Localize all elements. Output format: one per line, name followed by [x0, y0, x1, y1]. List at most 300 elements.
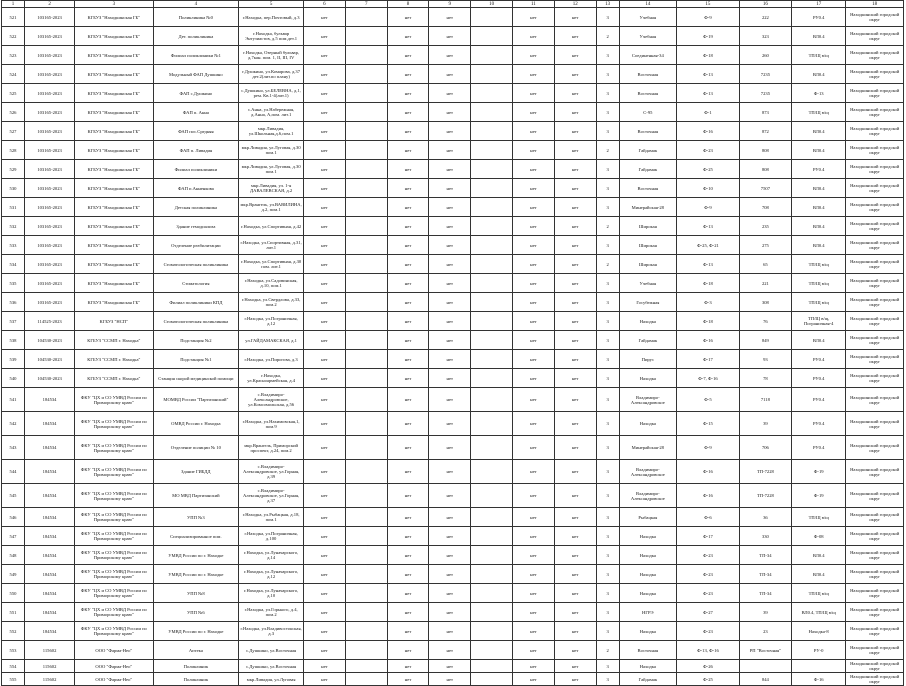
table-cell: нет	[554, 508, 596, 527]
table-cell: 706	[739, 436, 791, 460]
table-cell: 538	[2, 331, 25, 350]
table-cell: Восточная	[619, 65, 676, 84]
table-cell: нет	[513, 673, 555, 686]
table-cell: Находка	[619, 546, 676, 565]
table-cell: Ф-16	[677, 460, 740, 484]
table-cell: мкр.Ливадия, ул.Школьная,д.6,пом.1	[239, 122, 304, 141]
table-cell: 708	[739, 198, 791, 217]
table-cell: нет	[304, 641, 346, 660]
table-cell	[471, 436, 513, 460]
table-cell: УМВД России по г. Находке	[153, 565, 239, 584]
table-cell: нет	[554, 460, 596, 484]
table-cell: нет	[304, 584, 346, 603]
table-cell: Восточная	[619, 179, 676, 198]
table-cell: 543	[2, 436, 25, 460]
table-cell: 103165-2023	[24, 65, 74, 84]
table-cell: ТП/Щ в/щ	[792, 293, 846, 312]
table-cell: нет	[304, 565, 346, 584]
table-cell	[345, 603, 387, 622]
table-cell: 552	[2, 622, 25, 641]
table-cell: ФКУ "ЦХ и СО УМВД России по Приморскому краю"	[75, 508, 153, 527]
table-cell: г.Находка, ул.Луначарского, д.10	[239, 584, 304, 603]
table-cell: РУ0.4	[792, 350, 846, 369]
table-cell: Модульный ФАП Душкино	[153, 65, 239, 84]
table-cell: нет	[304, 388, 346, 412]
table-cell: нет	[554, 660, 596, 673]
table-cell: 184534	[24, 622, 74, 641]
table-cell: 873	[739, 103, 791, 122]
table-cell: нет	[554, 350, 596, 369]
table-cell: нет	[513, 641, 555, 660]
table-cell: Широкая	[619, 255, 676, 274]
table-cell: Дет. поликлиника	[153, 27, 239, 46]
table-cell: КГБУЗ "Находкинская ГБ"	[75, 84, 153, 103]
table-cell: 103165-2023	[24, 160, 74, 179]
table-cell: Владимиро-Александровское	[619, 484, 676, 508]
table-cell: 104530-2023	[24, 331, 74, 350]
table-cell: нет	[554, 46, 596, 65]
table-cell: нет	[304, 660, 346, 673]
table-cell: нет	[513, 460, 555, 484]
table-cell: Находкинский городской округ	[846, 369, 904, 388]
table-cell: г.Находка, ул.Горького, д.4, пом.2	[239, 603, 304, 622]
table-cell: Станция скорой медицинской помощи	[153, 369, 239, 388]
table-cell: 3	[596, 236, 619, 255]
table-cell	[471, 460, 513, 484]
table-cell: 844	[739, 673, 791, 686]
table-cell: Ф-23	[677, 546, 740, 565]
table-cell: Находкинский городской округ	[846, 622, 904, 641]
table-cell: Находка	[619, 584, 676, 603]
table-cell: 3	[596, 8, 619, 27]
table-row	[2, 350, 904, 369]
table-row	[2, 84, 904, 103]
table-row	[2, 198, 904, 217]
table-cell: Находкинский городской округ	[846, 660, 904, 673]
table-cell: нет	[304, 198, 346, 217]
table-cell: нет	[429, 274, 471, 293]
table-header	[2, 1, 904, 8]
table-cell: 548	[2, 546, 25, 565]
table-row	[2, 46, 904, 65]
table-cell: ВЛ0.4	[792, 198, 846, 217]
table-cell: нет	[387, 122, 429, 141]
table-cell	[471, 179, 513, 198]
table-cell: 65	[739, 255, 791, 274]
table-cell: Ф-25, Ф-21	[677, 236, 740, 255]
table-cell: 3	[596, 673, 619, 686]
table-cell: ФКУ "ЦХ и СО УМВД России по Приморскому краю"	[75, 484, 153, 508]
table-cell: нет	[387, 673, 429, 686]
table-cell: Поликлиник	[153, 673, 239, 686]
table-cell: нет	[554, 584, 596, 603]
table-cell	[345, 527, 387, 546]
table-cell: Минерайская-28	[619, 436, 676, 460]
table-cell: нет	[513, 369, 555, 388]
table-cell: ВЛ0.4	[792, 179, 846, 198]
table-cell: 3	[596, 274, 619, 293]
table-cell: нет	[387, 8, 429, 27]
table-cell: Находкинский городской округ	[846, 508, 904, 527]
table-cell: нет	[429, 293, 471, 312]
table-cell: нет	[554, 312, 596, 331]
table-cell	[739, 660, 791, 673]
table-cell: 7118	[739, 388, 791, 412]
table-cell: Филиал поликлиники КПД	[153, 293, 239, 312]
table-cell: нет	[387, 312, 429, 331]
table-cell	[471, 527, 513, 546]
table-cell: Минерайская-28	[619, 198, 676, 217]
table-cell: Отделение реабилитации	[153, 236, 239, 255]
table-cell: Ф-13	[677, 65, 740, 84]
table-cell: Находкинский городской округ	[846, 388, 904, 412]
table-cell: нет	[429, 546, 471, 565]
table-cell: нет	[429, 179, 471, 198]
table-cell: нет	[513, 527, 555, 546]
table-cell: нет	[304, 603, 346, 622]
table-cell	[345, 255, 387, 274]
table-cell: ул.ГАЙДАМАКСКАЯ, д.1	[239, 331, 304, 350]
table-cell: с.Анна, ул.Набережная, д.Анна, А,пом. лит.1	[239, 103, 304, 122]
table-cell: мкр.Врангель, ул.ВАВИЛИНА, д.2, пом.1	[239, 198, 304, 217]
table-cell: 849	[739, 331, 791, 350]
table-cell	[345, 565, 387, 584]
table-cell: нет	[513, 122, 555, 141]
table-cell: 3	[596, 103, 619, 122]
table-cell: с.Душкино, ул.Восточная	[239, 641, 304, 660]
table-cell: 534	[2, 255, 25, 274]
table-cell: нет	[304, 179, 346, 198]
table-cell: нет	[387, 369, 429, 388]
table-cell	[471, 103, 513, 122]
table-cell: с.Душкино, ул.БЕЛЕВНА, д.1, рем. Кв.1-4(лит.1)	[239, 84, 304, 103]
table-cell: Находкинский городской округ	[846, 412, 904, 436]
table-cell: 39	[739, 412, 791, 436]
table-cell: 3	[596, 388, 619, 412]
table-cell: нет	[513, 331, 555, 350]
table-cell: г.Находка, ул.Красноармейская, д.4	[239, 369, 304, 388]
table-row	[2, 622, 904, 641]
table-cell: 184534	[24, 546, 74, 565]
table-cell: мкр.Ливадия, ул.Луговая, д.30 пом.1	[239, 160, 304, 179]
table-cell: г.Находка, ул.Спортивная, д.31, лит.1	[239, 236, 304, 255]
table-cell: нет	[429, 84, 471, 103]
table-cell	[471, 65, 513, 84]
table-cell: нет	[429, 673, 471, 686]
table-cell: ТП-7228	[739, 484, 791, 508]
table-cell: нет	[304, 460, 346, 484]
table-cell	[471, 312, 513, 331]
table-row	[2, 484, 904, 508]
table-cell: 235	[739, 217, 791, 236]
table-cell: г.Находка, Озерный бульвар, д.7кан. пом. 1, II, III, IV	[239, 46, 304, 65]
table-cell: нет	[513, 198, 555, 217]
table-cell: Владимиро-Александровское	[619, 460, 676, 484]
table-cell	[345, 46, 387, 65]
table-cell: Находкинский городской округ	[846, 46, 904, 65]
table-cell: Восточная	[619, 641, 676, 660]
table-cell	[345, 508, 387, 527]
table-cell: нет	[387, 388, 429, 412]
table-cell	[345, 198, 387, 217]
table-cell: нет	[513, 388, 555, 412]
table-cell: нет	[387, 84, 429, 103]
table-cell: ФКУ "ЦХ и СО УМВД России по Приморскому краю"	[75, 527, 153, 546]
table-cell: Ф-9	[677, 198, 740, 217]
column-header: 6	[304, 1, 346, 8]
table-cell: нет	[304, 622, 346, 641]
table-row	[2, 460, 904, 484]
table-cell: Ф-23	[677, 584, 740, 603]
table-cell: нет	[554, 8, 596, 27]
table-cell: г.Находка, ул.Луначарского, д.14	[239, 546, 304, 565]
table-cell: г.Находка, ул.Владивостокская, д.3	[239, 622, 304, 641]
table-cell: ФКУ "ЦХ и СО УМВД России по Приморскому краю"	[75, 603, 153, 622]
table-row	[2, 331, 904, 350]
table-cell: КГБУЗ "Находкинская ГБ"	[75, 122, 153, 141]
table-cell: Находкинский городской округ	[846, 236, 904, 255]
table-cell: ФКУ "ЦХ и СО УМВД России по Приморскому краю"	[75, 565, 153, 584]
table-cell: нет	[387, 412, 429, 436]
table-cell: нет	[429, 660, 471, 673]
table-cell: ФАП с.Душкино	[153, 84, 239, 103]
table-cell: ФАП п.Анненкова	[153, 179, 239, 198]
table-cell	[345, 122, 387, 141]
table-cell: нет	[429, 369, 471, 388]
table-cell: Учебная	[619, 274, 676, 293]
table-cell: Находкинский городской округ	[846, 546, 904, 565]
column-header: 5	[239, 1, 304, 8]
table-cell: Находка	[619, 527, 676, 546]
table-cell: 2	[596, 255, 619, 274]
table-cell: Ф-08	[792, 527, 846, 546]
table-cell: нет	[304, 141, 346, 160]
table-cell: Находкинский городской округ	[846, 673, 904, 686]
table-cell: Широкая	[619, 236, 676, 255]
table-cell	[471, 293, 513, 312]
table-row	[2, 8, 904, 27]
column-header: 16	[739, 1, 791, 8]
table-cell: Здание гемодиализа	[153, 217, 239, 236]
table-cell: 7235	[739, 84, 791, 103]
table-cell: мкр.Ливадия, ул. 1-я ДАВАЛЕВСКАЯ, д.2	[239, 179, 304, 198]
column-header: 13	[596, 1, 619, 8]
table-cell: Находкинский городской округ	[846, 179, 904, 198]
table-cell: г.Находка, ул.Свердлова, д.33, пом.2	[239, 293, 304, 312]
table-cell: ВЛ0.4, ТП/Щ в/щ	[792, 603, 846, 622]
table-cell: 184534	[24, 436, 74, 460]
table-cell: 23	[739, 622, 791, 641]
table-cell: нет	[304, 160, 346, 179]
table-cell: нет	[304, 236, 346, 255]
table-cell: Ф-23	[677, 622, 740, 641]
table-cell: нет	[513, 584, 555, 603]
table-cell: Восточная	[619, 84, 676, 103]
table-cell: КГБУЗ "Находкинская ГБ"	[75, 8, 153, 27]
table-cell: нет	[387, 527, 429, 546]
table-cell: КГБУЗ "Находкинская ГБ"	[75, 293, 153, 312]
table-cell: нет	[304, 673, 346, 686]
table-cell: нет	[304, 293, 346, 312]
table-cell: нет	[429, 388, 471, 412]
table-cell: ФКУ "ЦХ и СО УМВД России по Приморскому краю"	[75, 546, 153, 565]
table-cell: нет	[387, 179, 429, 198]
table-cell	[471, 641, 513, 660]
table-cell: нет	[554, 255, 596, 274]
table-cell: ФКУ "ЦХ и СО УМВД России по Приморскому краю"	[75, 436, 153, 460]
table-row	[2, 293, 904, 312]
table-cell: 808	[739, 141, 791, 160]
table-cell: нет	[304, 508, 346, 527]
table-cell: нет	[554, 436, 596, 460]
table-cell: нет	[304, 436, 346, 460]
table-cell: нет	[513, 141, 555, 160]
table-cell: нет	[304, 412, 346, 436]
table-cell: ТП/Щ в/щ	[792, 46, 846, 65]
table-cell: ВЛ0.4	[792, 141, 846, 160]
table-cell: 7507	[739, 179, 791, 198]
table-cell: нет	[429, 141, 471, 160]
table-cell: 524	[2, 65, 25, 84]
table-cell: 103165-2023	[24, 46, 74, 65]
table-cell: Пирус	[619, 350, 676, 369]
table-cell: г.Находка, ул.Луначарского, д.12	[239, 565, 304, 584]
table-cell: РУ0.4	[792, 436, 846, 460]
table-cell: 539	[2, 350, 25, 369]
table-cell: нет	[429, 255, 471, 274]
table-cell: 103165-2023	[24, 141, 74, 160]
table-cell: 522	[2, 27, 25, 46]
table-cell: нет	[554, 236, 596, 255]
table-cell: 103165-2023	[24, 84, 74, 103]
table-cell	[345, 460, 387, 484]
table-cell: Ф-3	[677, 293, 740, 312]
table-cell: КГБУЗ "ССМП г. Находка"	[75, 350, 153, 369]
table-cell: Ф-19	[792, 484, 846, 508]
table-row	[2, 65, 904, 84]
table-cell: 184534	[24, 412, 74, 436]
column-header: 3	[75, 1, 153, 8]
table-cell: Ф-16	[677, 331, 740, 350]
table-cell	[345, 84, 387, 103]
table-cell: 3	[596, 84, 619, 103]
table-cell: Соединенная-34	[619, 46, 676, 65]
table-cell	[471, 603, 513, 622]
table-cell: Ф-9	[677, 436, 740, 460]
table-cell: с.Владимиро-Александровское, ул.Горная, д.39	[239, 460, 304, 484]
table-cell: УПП №6	[153, 603, 239, 622]
table-cell: Стоматология	[153, 274, 239, 293]
table-cell: Аптека	[153, 641, 239, 660]
table-cell: Находкинский городской округ	[846, 103, 904, 122]
table-cell: 3	[596, 160, 619, 179]
table-cell	[345, 217, 387, 236]
table-cell: нет	[554, 160, 596, 179]
column-header: 8	[387, 1, 429, 8]
table-cell	[471, 255, 513, 274]
table-cell: нет	[387, 584, 429, 603]
table-row	[2, 179, 904, 198]
table-cell: 532	[2, 217, 25, 236]
table-cell: 78	[739, 369, 791, 388]
table-cell: нет	[387, 546, 429, 565]
table-cell: нет	[387, 274, 429, 293]
table-cell: нет	[554, 527, 596, 546]
table-cell: Стоматологическая поликлиника	[153, 312, 239, 331]
table-cell: нет	[304, 8, 346, 27]
table-cell: Восточная	[619, 122, 676, 141]
table-cell: 308	[739, 293, 791, 312]
table-cell: 547	[2, 527, 25, 546]
table-cell: нет	[554, 179, 596, 198]
table-cell	[471, 160, 513, 179]
table-cell: 3	[596, 65, 619, 84]
table-row	[2, 312, 904, 331]
table-cell: 531	[2, 198, 25, 217]
table-cell: нет	[429, 622, 471, 641]
table-cell: г.Находка, бульвар Энтузиастов, д.5 пом.дет.1	[239, 27, 304, 46]
table-cell: нет	[554, 293, 596, 312]
table-cell: нет	[513, 412, 555, 436]
table-cell: Находкинский городской округ	[846, 584, 904, 603]
table-cell: нет	[513, 103, 555, 122]
table-cell: г.Находка, ул.Нахимовская,1, пом.9	[239, 412, 304, 436]
table-cell: Находкинский городской округ	[846, 198, 904, 217]
table-row	[2, 603, 904, 622]
table-cell: нет	[513, 65, 555, 84]
table-cell: РУ-0	[792, 641, 846, 660]
table-cell: 521	[2, 8, 25, 27]
table-cell: 550	[2, 584, 25, 603]
table-cell	[345, 274, 387, 293]
table-cell: РУ0.4	[792, 8, 846, 27]
table-cell: Ф-13	[677, 217, 740, 236]
table-cell: РУ0.4	[792, 388, 846, 412]
table-cell: УПП №3	[153, 508, 239, 527]
table-cell: нет	[513, 484, 555, 508]
table-cell	[471, 388, 513, 412]
table-cell: мкр.Ливадия, ул.Луговая, д.30 пом.1	[239, 141, 304, 160]
table-cell	[471, 274, 513, 293]
table-cell: нет	[387, 236, 429, 255]
table-cell: 275	[739, 236, 791, 255]
table-cell: нет	[554, 546, 596, 565]
table-cell: КГБУЗ "Находкинская ГБ"	[75, 217, 153, 236]
table-cell: Ф-25	[677, 160, 740, 179]
table-cell: Находкинский городской округ	[846, 141, 904, 160]
table-cell: Находкинский городской округ	[846, 484, 904, 508]
table-cell: 544	[2, 460, 25, 484]
table-cell: нет	[429, 198, 471, 217]
table-cell: 103165-2023	[24, 293, 74, 312]
table-cell: нет	[387, 484, 429, 508]
table-cell: Ф-17	[677, 350, 740, 369]
table-cell	[345, 103, 387, 122]
table-cell: нет	[513, 293, 555, 312]
table-cell: Ф-26	[677, 660, 740, 673]
table-cell: мкр.Ливадия, ул.Луговая	[239, 673, 304, 686]
table-cell: нет	[429, 527, 471, 546]
table-cell: Поликлиника №0	[153, 8, 239, 27]
table-cell: Находкинский городской округ	[846, 312, 904, 331]
table-cell: Ф-16	[677, 122, 740, 141]
table-cell	[345, 436, 387, 460]
table-cell: нет	[429, 122, 471, 141]
table-cell: 2	[596, 217, 619, 236]
table-cell: ВЛ0.4	[792, 236, 846, 255]
table-cell: 115602	[24, 660, 74, 673]
table-cell: нет	[429, 65, 471, 84]
